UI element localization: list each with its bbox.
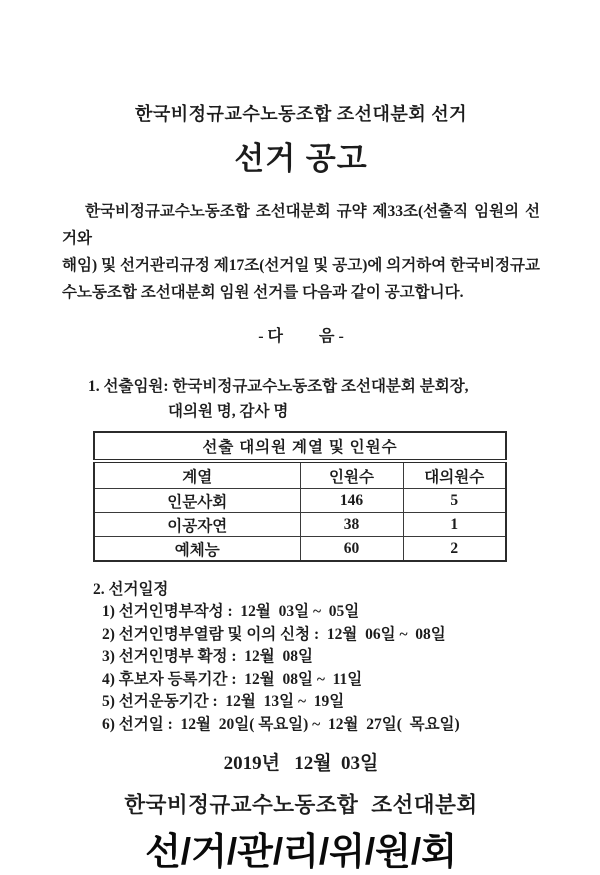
intro-line: 해임) 및 선거관리규정 제17조(선거일 및 공고)에 의거하여 한국비정규교 — [62, 257, 540, 274]
intro-line: 수노동조합 조선대분회 임원 선거를 다음과 같이 공고합니다. — [62, 284, 464, 301]
section-elected-officials — [62, 374, 540, 424]
schedule-item: 6) 선거일 : 12월 20일( 목요일) ~ 12월 27일( 목요일) — [102, 715, 460, 733]
table-header-row — [94, 461, 506, 489]
table-row — [94, 537, 506, 562]
cell-series: 이공자연 — [94, 513, 300, 537]
table-row — [94, 489, 506, 513]
cell-member-count: 60 — [300, 537, 403, 562]
table-row — [94, 513, 506, 537]
table-title: 선출 대의원 계열 및 인원수 — [94, 432, 506, 461]
cell-delegate-count: 1 — [403, 513, 506, 537]
schedule-item: 4) 후보자 등록기간 : 12월 08일 ~ 11일 — [102, 670, 363, 688]
document-headline: 선거 공고 — [234, 141, 368, 176]
delegate-count-table — [93, 431, 507, 562]
header-member-count: 인원수 — [300, 461, 403, 489]
elected-officials-line2: 대의원 명, 감사 명 — [168, 403, 289, 420]
cell-member-count: 38 — [300, 513, 403, 537]
elected-officials-line1: 1. 선출임원: 한국비정규교수노동조합 조선대분회 분회장, — [88, 378, 469, 395]
document-suptitle: 한국비정규교수노동조합 조선대분회 선거 — [135, 104, 467, 124]
table-title-row — [94, 432, 506, 461]
cell-delegate-count: 5 — [403, 489, 506, 513]
organization-name: 한국비정규교수노동조합 조선대분회 — [124, 793, 478, 817]
announcement-date: 2019년 12월 03일 — [223, 753, 379, 774]
header-delegate-count: 대의원수 — [403, 461, 506, 489]
cell-member-count: 146 — [300, 489, 403, 513]
section-election-schedule — [62, 579, 540, 736]
cell-series: 예체능 — [94, 537, 300, 562]
header-series: 계열 — [94, 461, 300, 489]
cell-series: 인문사회 — [94, 489, 300, 513]
schedule-heading: 2. 선거일정 — [93, 581, 169, 598]
schedule-item: 3) 선거인명부 확정 : 12월 08일 — [102, 648, 313, 665]
election-committee-signature: 선/거/관/리/위/원/회 — [145, 831, 457, 872]
cell-delegate-count: 2 — [403, 537, 506, 562]
intro-paragraph — [62, 198, 540, 306]
schedule-item: 2) 선거인명부열람 및 이의 신청 : 12월 06일 ~ 08일 — [102, 625, 446, 643]
schedule-item: 1) 선거인명부작성 : 12월 03일 ~ 05일 — [102, 603, 360, 620]
schedule-item: 5) 선거운동기간 : 12월 13일 ~ 19일 — [102, 693, 345, 710]
intro-line: 한국비정규교수노동조합 조선대분회 규약 제33조(선출직 임원의 선거와 — [62, 203, 540, 247]
daum-divider: - 다 음 - — [258, 328, 344, 345]
